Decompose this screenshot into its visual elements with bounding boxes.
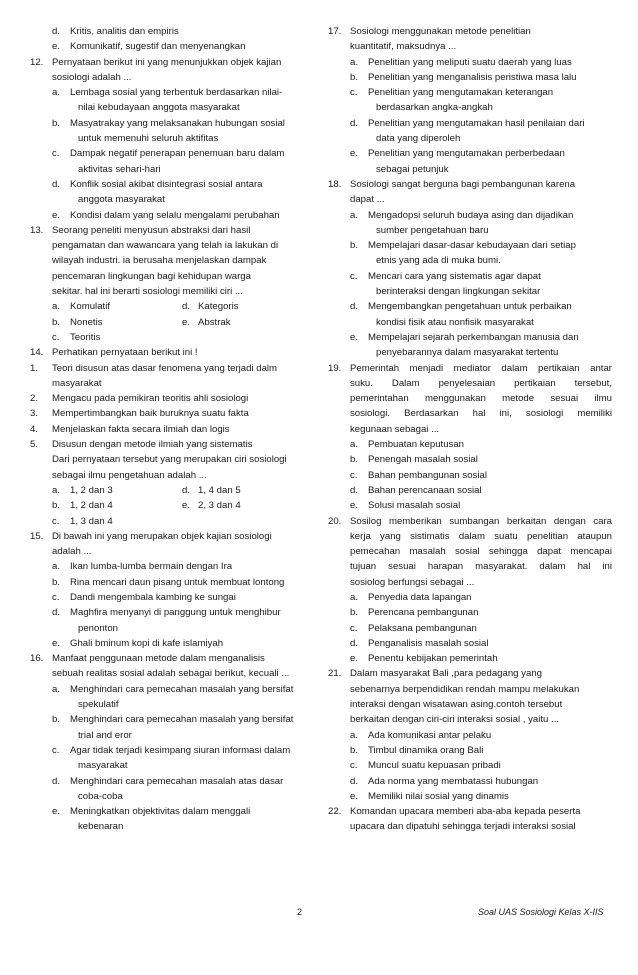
option-letter: d. (52, 178, 61, 190)
option-text: Mengembangkan pengetahuan untuk perbaikan (368, 301, 572, 313)
option-text: Meningkatkan objektivitas dalam menggali (70, 806, 251, 818)
option-letter: a. (52, 87, 61, 99)
text-line (328, 682, 612, 697)
text-line (328, 468, 612, 483)
option-letter: e. (350, 790, 359, 802)
question-text: Manfaat penggunaan metode dalam menganalisis (52, 653, 265, 665)
text-line (30, 544, 314, 559)
text-line (328, 177, 612, 192)
option-text: Mempelajari dasar-dasar kebudayaan dari setiap (368, 240, 576, 252)
text-line (328, 330, 612, 345)
option-letter: b. (52, 316, 61, 328)
text-line (30, 575, 314, 590)
option-letter: d. (182, 301, 191, 313)
text-line (30, 177, 314, 192)
question-text: Komandan upacara memberi aba-aba kepada peserta (350, 806, 581, 818)
left-column (30, 24, 314, 835)
text-line (328, 575, 612, 590)
text-line (30, 636, 314, 651)
option-letter: e. (52, 209, 61, 221)
text-line (328, 819, 612, 834)
text-line (328, 361, 612, 376)
option-text: Kategoris (198, 301, 239, 313)
text-line (30, 284, 314, 299)
question-text: Pernyataan berikut ini yang menunjukkan objek kajian (52, 56, 282, 68)
text-line (30, 697, 314, 712)
question-number: 5. (30, 439, 39, 451)
option-letter: b. (52, 714, 61, 726)
text-line (328, 131, 612, 146)
text-continuation: pengamatan dan wawancara yang telah ia lakukan di (52, 240, 279, 252)
text-continuation: sekitar. hal ini berarti sosiologi memiliki ciri ... (52, 286, 243, 298)
option-text: Bahan perencanaan sosial (368, 484, 482, 496)
text-line (328, 743, 612, 758)
text-line (30, 743, 314, 758)
option-text: Ada komunikasi antar pelaku (368, 729, 492, 741)
text-continuation: sebagai petunjuk (376, 163, 449, 175)
text-line (328, 651, 612, 666)
option-letter: c. (52, 331, 60, 343)
option-text: Konflik sosial akibat disintegrasi sosial antara (70, 178, 263, 190)
right-column (328, 24, 612, 835)
text-continuation: dapat ... (350, 194, 385, 206)
option-letter: e. (182, 316, 191, 328)
option-text: Menghindari cara pemecahan masalah yang bersifat (70, 683, 294, 695)
option-letter: d. (350, 775, 359, 787)
text-line (328, 728, 612, 743)
question-text: Di bawah ini yang merupakan objek kajian sosiologi (52, 530, 272, 542)
option-text: Menghindari cara pemecahan masalah yang bersifat (70, 714, 294, 726)
option-letter: e. (350, 331, 359, 343)
option-text: 1, 3 dan 4 (70, 515, 113, 527)
option-text: Timbul dinamika orang Bali (368, 744, 484, 756)
option-text: Memiliki nilai sosial yang dinamis (368, 790, 509, 802)
question-number: 17. (328, 26, 342, 37)
text-line (30, 376, 314, 391)
text-continuation: coba-coba (78, 790, 123, 802)
text-line (30, 621, 314, 636)
text-line (30, 437, 314, 452)
option-text: Komulatif (70, 301, 110, 313)
option-text: Dampak negatif penerapan penemuan baru dalam (70, 148, 285, 160)
text-line (30, 452, 314, 467)
text-continuation: trial and eror (78, 729, 132, 741)
text-continuation: berdasarkan angka-angkah (376, 102, 493, 114)
text-line (328, 192, 612, 207)
text-continuation: kebenaran (78, 821, 124, 833)
text-line (328, 146, 612, 161)
option-text: Ikan lumba-lumba bermain dengan Ira (70, 561, 233, 573)
option-letter: c. (52, 591, 60, 603)
text-line (30, 682, 314, 697)
question-text: Sosiologi sangat berguna bagi pembangunan karena (350, 178, 576, 190)
option-text: Menghindari cara pemecahan masalah atas dasar (70, 775, 284, 787)
text-line (328, 559, 612, 574)
text-continuation: nilai kebudayaan anggota masyarakat (78, 102, 240, 114)
option-text: Lembaga sosial yang terbentuk berdasarkan nilai- (70, 87, 283, 99)
option-letter: b. (350, 744, 359, 756)
text-continuation: kondisi fisik atau nonfisik masyarakat (376, 316, 534, 328)
text-line (328, 85, 612, 100)
text-continuation: pemecahan masalah sosial sehingga dapat mencapai (350, 546, 612, 558)
option-text: Ghali bminum kopi di kafe islamiyah (70, 637, 224, 649)
option-text: 1, 4 dan 5 (198, 484, 241, 496)
text-line (30, 468, 314, 483)
text-continuation: kerja yang sistimatis dalam suatu penelitian ataupun (350, 530, 612, 542)
question-number: 16. (30, 653, 44, 665)
text-line (30, 85, 314, 100)
option-letter: b. (350, 454, 359, 466)
text-line (328, 590, 612, 605)
text-continuation: tujuan sesuai harapan masyarakat. dalam hal ini (350, 561, 612, 573)
option-text: Nonetis (70, 316, 103, 328)
text-line (30, 804, 314, 819)
option-letter: a. (350, 591, 359, 603)
option-letter: e. (52, 41, 61, 53)
option-text: Abstrak (198, 316, 231, 328)
text-line (328, 376, 612, 391)
text-continuation: pencemaran lingkungan bagi kehidupan warga (52, 270, 251, 282)
text-line (328, 345, 612, 360)
text-line (30, 651, 314, 666)
option-text: 2, 3 dan 4 (198, 500, 241, 512)
question-text: Sosiologi menggunakan metode penelitian (350, 26, 531, 37)
text-line (30, 590, 314, 605)
option-text: Kritis, analitis dan empiris (70, 26, 179, 37)
text-continuation: untuk memenuhi seluruh aktifitas (78, 133, 219, 145)
question-text: Perhatikan pernyataan berikut ini ! (52, 347, 198, 359)
text-line (328, 299, 612, 314)
text-line (30, 422, 314, 437)
option-text: Penelitian yang mengutamakan perberbedaan (368, 148, 565, 160)
question-text: Seorang peneliti menyusun abstraksi dari hasil (52, 224, 251, 236)
option-text: Penganalisis masalah sosial (368, 637, 489, 649)
text-line (30, 514, 314, 529)
text-line (30, 100, 314, 115)
text-continuation: penonton (78, 622, 119, 634)
option-text: Ada norma yang membatassi hubungan (368, 775, 539, 787)
text-continuation: sebagai ilmu pengetahuan adalah ... (52, 469, 207, 481)
text-line (328, 223, 612, 238)
option-letter: a. (350, 729, 359, 741)
text-line (30, 269, 314, 284)
text-line (30, 774, 314, 789)
option-letter: b. (350, 607, 359, 619)
text-continuation: wilayah industri. ia berusaha menjelaskan dampak (52, 255, 267, 267)
text-line (328, 437, 612, 452)
question-text: Dalam masyarakat Bali ,para pedagang yang (350, 668, 542, 680)
option-letter: b. (52, 117, 61, 129)
question-number: 22. (328, 806, 342, 818)
option-text: Mempelajari sejarah perkembangan manusia dan (368, 331, 579, 343)
text-line (328, 253, 612, 268)
text-continuation: suku. Dalam penyelesaian pertikaian tersebut, (350, 377, 612, 389)
text-line (30, 391, 314, 406)
text-line (30, 605, 314, 620)
text-line (30, 330, 314, 345)
text-line (30, 712, 314, 727)
option-letter: a. (350, 56, 359, 68)
text-line (30, 299, 314, 314)
text-continuation: interaksi dengan wisatawan asing.contoh tersebut (350, 699, 563, 711)
text-line (328, 712, 612, 727)
footer-title: Soal UAS Sosiologi Kelas X-IIS (478, 907, 604, 917)
text-line (30, 483, 314, 498)
text-line (328, 636, 612, 651)
question-number: 3. (30, 408, 39, 420)
option-letter: c. (350, 760, 358, 772)
text-continuation: masyarakat (52, 377, 102, 389)
text-line (328, 39, 612, 54)
question-text: Disusun dengan metode ilmiah yang sistematis (52, 439, 253, 451)
option-text: Masyatrakay yang melaksanakan hubungan sosial (70, 117, 285, 129)
text-continuation: aktivitas sehari-hari (78, 163, 161, 175)
text-line (328, 391, 612, 406)
text-continuation: kuantitatif, maksudnya ... (350, 41, 457, 53)
option-text: 1, 2 dan 4 (70, 500, 113, 512)
option-letter: a. (52, 561, 61, 573)
text-continuation: sebenarnya berpendidikan rendah mampu melakukan (350, 683, 580, 695)
option-text: 1, 2 dan 3 (70, 484, 113, 496)
text-line (328, 529, 612, 544)
option-letter: e. (52, 637, 61, 649)
option-letter: d. (52, 26, 61, 37)
text-line (328, 774, 612, 789)
option-text: Pembuatan keputusan (368, 439, 465, 451)
question-number: 20. (328, 515, 342, 527)
option-letter: b. (350, 240, 359, 252)
option-text: Kondisi dalam yang selalu mengalami perubahan (70, 209, 280, 221)
option-letter: e. (350, 653, 359, 665)
question-number: 12. (30, 56, 44, 68)
text-continuation: upacara dan dipatuhi sehingga terjadi interaksi sosial (350, 821, 576, 833)
option-letter: c. (350, 270, 358, 282)
option-letter: c. (350, 87, 358, 99)
text-continuation: Dari pernyataan tersebut yang merupakan ciri sosiologi (52, 454, 287, 466)
option-text: Penelitian yang menganalisis peristiwa masa lalu (368, 71, 577, 83)
text-line (328, 498, 612, 513)
text-line (328, 758, 612, 773)
question-text: Mengacu pada pemikiran teoritis ahli sosiologi (52, 393, 249, 405)
question-text: Mempertimbangkan baik buruknya suatu fakta (52, 408, 249, 420)
text-continuation: pemerintahan menggunakan metode sesuai ilmu (350, 393, 612, 405)
option-letter: d. (350, 301, 359, 313)
text-line (30, 345, 314, 360)
text-line (30, 24, 314, 39)
option-text: Maghfira menyanyi di panggung untuk menghibur (70, 607, 281, 619)
text-continuation: sebuah realitas sosial adalah sebagai berikut, kecuali ... (52, 668, 290, 680)
option-letter: d. (182, 484, 191, 496)
text-line (328, 208, 612, 223)
question-number: 4. (30, 423, 39, 435)
text-line (30, 146, 314, 161)
text-continuation: etnis yang ada di muka bumi. (376, 255, 501, 267)
text-continuation: data yang diperoleh (376, 133, 461, 145)
text-line (30, 758, 314, 773)
text-line (30, 406, 314, 421)
option-text: Penelitian yang mengutamakan hasil penilaian dari (368, 117, 585, 129)
option-letter: c. (350, 469, 358, 481)
option-text: Mencari cara yang sistematis agar dapat (368, 270, 541, 282)
option-letter: a. (350, 439, 359, 451)
option-letter: c. (52, 515, 60, 527)
text-line (328, 514, 612, 529)
question-number: 1. (30, 362, 39, 374)
question-number: 18. (328, 178, 342, 190)
text-line (328, 422, 612, 437)
option-letter: d. (52, 607, 61, 619)
text-line (328, 804, 612, 819)
text-line (328, 666, 612, 681)
option-text: Penyedia data lapangan (368, 591, 472, 603)
text-continuation: masyarakat (78, 760, 128, 772)
text-line (30, 162, 314, 177)
option-text: Pelaksana pembangunan (368, 622, 477, 634)
text-line (30, 666, 314, 681)
question-text: Teori disusun atas dasar fenomena yang terjadi dalm (52, 362, 278, 374)
question-text: Menjelaskan fakta secara ilmiah dan logis (52, 423, 230, 435)
option-text: Perencana pembangunan (368, 607, 479, 619)
text-line (328, 24, 612, 39)
text-line (328, 789, 612, 804)
question-number: 13. (30, 224, 44, 236)
option-letter: b. (52, 500, 61, 512)
text-line (30, 223, 314, 238)
option-letter: a. (52, 301, 61, 313)
text-line (328, 621, 612, 636)
text-line (328, 544, 612, 559)
option-letter: b. (350, 71, 359, 83)
question-number: 21. (328, 668, 342, 680)
text-continuation: adalah ... (52, 546, 92, 558)
page-number: 2 (297, 907, 303, 917)
text-continuation: anggota masyarakat (78, 194, 165, 206)
text-line (328, 100, 612, 115)
text-line (328, 483, 612, 498)
text-line (328, 116, 612, 131)
text-continuation: sosiologi adalah ... (52, 71, 132, 83)
text-continuation: berinteraksi dengan lingkungan sekitar (376, 286, 541, 298)
text-line (30, 498, 314, 513)
option-letter: d. (350, 117, 359, 129)
text-line (30, 819, 314, 834)
text-line (30, 131, 314, 146)
text-line (30, 208, 314, 223)
text-line (30, 315, 314, 330)
text-line (30, 39, 314, 54)
option-letter: d. (350, 484, 359, 496)
option-text: Komunikatif, sugestif dan menyenangkan (70, 41, 246, 53)
option-text: Penelitian yang mengutamakan keterangan (368, 87, 554, 99)
text-continuation: spekulatif (78, 699, 119, 711)
question-number: 14. (30, 347, 44, 359)
option-letter: e. (182, 500, 191, 512)
text-continuation: berkaitan dengan ciri-ciri interaksi sosial , yaitu ... (350, 714, 560, 726)
text-line (328, 70, 612, 85)
option-letter: b. (52, 576, 61, 588)
text-line (328, 315, 612, 330)
option-text: Muncul suatu kepuasan pribadi (368, 760, 501, 772)
option-text: Penengah masalah sosial (368, 454, 478, 466)
option-text: Dandi mengembala kambing ke sungai (70, 591, 236, 603)
text-line (30, 253, 314, 268)
option-letter: e. (52, 806, 61, 818)
text-line (30, 361, 314, 376)
option-text: Teoritis (70, 331, 101, 343)
question-number: 2. (30, 393, 39, 405)
option-text: Penelitian yang meliputi suatu daerah yang luas (368, 56, 572, 68)
option-letter: a. (350, 209, 359, 221)
option-letter: a. (52, 683, 61, 695)
option-letter: d. (52, 775, 61, 787)
option-letter: d. (350, 637, 359, 649)
option-text: Rina mencari daun pisang untuk membuat lontong (70, 576, 285, 588)
option-letter: a. (52, 484, 61, 496)
option-letter: c. (52, 744, 60, 756)
question-text: Sosilog memberikan sumbangan berkaitan dengan cara (350, 515, 612, 527)
option-text: Solusi masalah sosial (368, 500, 461, 512)
text-line (30, 728, 314, 743)
text-line (30, 116, 314, 131)
text-line (30, 529, 314, 544)
option-text: Bahan pembangunan sosial (368, 469, 487, 481)
option-letter: c. (350, 622, 358, 634)
text-line (328, 269, 612, 284)
text-line (30, 55, 314, 70)
text-line (30, 559, 314, 574)
question-number: 15. (30, 530, 44, 542)
option-letter: e. (350, 148, 359, 160)
text-line (328, 452, 612, 467)
text-line (30, 238, 314, 253)
text-line (30, 192, 314, 207)
option-letter: c. (52, 148, 60, 160)
option-text: Penentu kebijakan pemerintah (368, 653, 498, 665)
text-line (328, 162, 612, 177)
text-line (328, 284, 612, 299)
text-line (328, 238, 612, 253)
text-line (328, 406, 612, 421)
text-line (328, 55, 612, 70)
option-text: Mengadopsi seluruh budaya asing dan dijadikan (368, 209, 574, 221)
text-line (328, 605, 612, 620)
text-continuation: kegunaan sebagai ... (350, 423, 440, 435)
text-line (30, 789, 314, 804)
text-line (30, 70, 314, 85)
option-text: Agar tidak terjadi kesimpang siuran informasi dalam (70, 744, 291, 756)
text-continuation: sumber pengetahuan baru (376, 224, 489, 236)
text-continuation: penyebarannya dalam masyarakat tertentu (376, 347, 559, 359)
text-continuation: sosiologi. Berdasarkan hal ini, sosiologi memiliki (350, 408, 612, 420)
question-text: Pemerintah menjadi mediator dalam pertikaian antar (350, 362, 612, 374)
text-continuation: sosiolog berfungsi sebagai ... (350, 576, 475, 588)
text-line (328, 697, 612, 712)
question-number: 19. (328, 362, 342, 374)
option-letter: e. (350, 500, 359, 512)
